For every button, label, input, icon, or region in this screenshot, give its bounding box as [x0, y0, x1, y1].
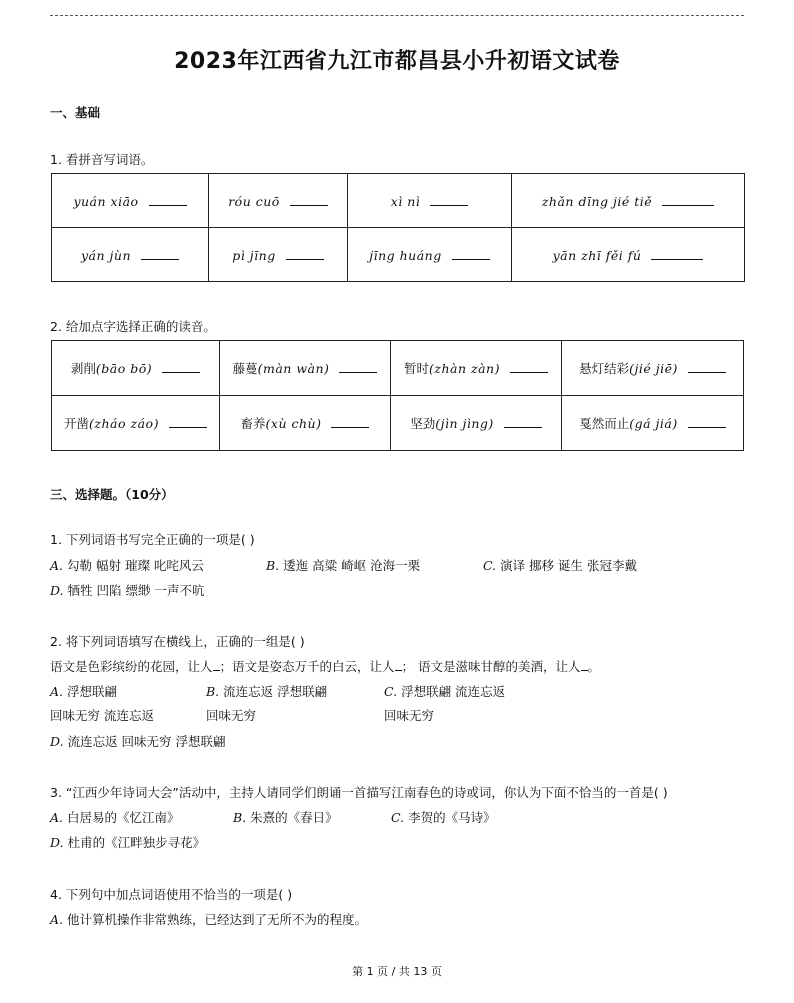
option-letter: B.: [266, 558, 280, 573]
mc2-option-b-continued: 回味无穷: [206, 708, 257, 723]
sentence-part: 语文是色彩缤纷的花园，让人: [50, 659, 213, 674]
pronunciation-cell: [220, 396, 391, 451]
option-letter: A.: [50, 558, 64, 573]
mc2-option-c[interactable]: [384, 682, 505, 700]
word-text: 畜养: [240, 416, 266, 431]
mc2-option-d[interactable]: [50, 732, 226, 750]
top-dashed-rule: [50, 15, 744, 16]
mc2-option-a[interactable]: [50, 682, 117, 700]
pronunciation-cell: [562, 341, 744, 396]
option-letter: B.: [206, 684, 220, 699]
pinyin-choices: (jié jiē): [629, 361, 678, 376]
pinyin-text: xì nì: [390, 193, 421, 209]
mc2-sentence: [50, 657, 600, 675]
answer-blank[interactable]: [688, 360, 726, 373]
option-text: 演译 挪移 诞生 张冠李戴: [500, 558, 638, 573]
word-text: 暂时: [404, 361, 430, 376]
section-heading-choice: 三、选择题。（10分）: [50, 487, 174, 502]
option-text: 杜甫的《江畔独步寻花》: [67, 835, 206, 850]
option-text: 他计算机操作非常熟练，已经达到了无所不为的程度。: [67, 912, 368, 927]
pinyin-choices: (bāo bō): [95, 361, 153, 376]
page-footer: 第 1 页 / 共 13 页: [352, 965, 442, 978]
mc3-option-c[interactable]: [391, 808, 496, 826]
mc3-option-a[interactable]: [50, 808, 180, 826]
pinyin-text: yán jùn: [80, 247, 131, 263]
option-text: 勾勒 幅射 璀璨 叱咤风云: [67, 558, 204, 573]
pinyin-cell: [348, 174, 512, 228]
fill-blank[interactable]: [395, 658, 402, 671]
option-letter: C.: [391, 810, 405, 825]
answer-blank[interactable]: [662, 193, 714, 206]
pronunciation-row: [52, 341, 744, 396]
option-text: 浮想联翩 流连忘返: [401, 684, 506, 699]
word-text: 藤蔓: [232, 361, 258, 376]
mc1-option-b[interactable]: [266, 556, 420, 574]
pinyin-choices: (zháo záo): [89, 416, 159, 431]
pinyin-cell: [348, 228, 512, 282]
pinyin-choices: (màn wàn): [257, 361, 330, 376]
fill-blank[interactable]: [581, 658, 588, 671]
mc1-prompt: 1. 下列词语书写完全正确的一项是( ): [50, 532, 255, 547]
option-text: 流连忘返 回味无穷 浮想联翩: [67, 734, 226, 749]
answer-blank[interactable]: [688, 415, 726, 428]
answer-blank[interactable]: [162, 360, 200, 373]
pronunciation-cell: [52, 396, 220, 451]
word-text: 坚劲: [410, 416, 436, 431]
pinyin-text: róu cuō: [228, 193, 280, 209]
option-letter: A.: [50, 912, 64, 927]
answer-blank[interactable]: [430, 193, 468, 206]
option-letter: C.: [384, 684, 398, 699]
mc1-option-d[interactable]: [50, 581, 204, 599]
option-letter: D.: [50, 835, 64, 850]
answer-blank[interactable]: [510, 360, 548, 373]
answer-blank[interactable]: [290, 193, 328, 206]
mc4-prompt: 4. 下列句中加点词语使用不恰当的一项是( ): [50, 887, 293, 902]
answer-blank[interactable]: [452, 247, 490, 260]
option-letter: A.: [50, 684, 64, 699]
mc1-option-a[interactable]: [50, 556, 204, 574]
pinyin-cell: [209, 174, 348, 228]
option-text: 浮想联翩: [67, 684, 118, 699]
pinyin-text: pì jīng: [232, 247, 276, 263]
pronunciation-cell: [220, 341, 391, 396]
pinyin-table: [51, 173, 745, 282]
word-text: 悬灯结彩: [579, 361, 630, 376]
mc3-option-d[interactable]: [50, 833, 205, 851]
pinyin-choices: (jìn jìng): [435, 416, 494, 431]
pronunciation-cell: [391, 396, 562, 451]
pronunciation-cell: [391, 341, 562, 396]
mc2-option-a-continued: 回味无穷 流连忘返: [50, 708, 154, 723]
option-letter: C.: [483, 558, 497, 573]
mc2-prompt: 2. 将下列词语填写在横线上，正确的一组是( ): [50, 634, 305, 649]
sentence-part: ；语文是姿态万千的白云，让人: [219, 659, 395, 674]
answer-blank[interactable]: [339, 360, 377, 373]
sentence-part: 。: [587, 659, 601, 674]
q2-prompt: 2. 给加点字选择正确的读音。: [50, 319, 216, 334]
pinyin-text: yān zhī fěi fú: [552, 247, 642, 263]
pinyin-cell: [209, 228, 348, 282]
pinyin-text: yuán xiāo: [73, 193, 139, 209]
pinyin-row: [52, 174, 745, 228]
answer-blank[interactable]: [504, 415, 542, 428]
option-letter: D.: [50, 583, 64, 598]
answer-blank[interactable]: [331, 415, 369, 428]
pinyin-choices: (xù chù): [265, 416, 322, 431]
pinyin-cell: [52, 174, 209, 228]
pinyin-cell: [512, 228, 745, 282]
pronunciation-table: [51, 340, 744, 451]
pronunciation-cell: [562, 396, 744, 451]
pinyin-cell: [52, 228, 209, 282]
word-text: 剥削: [70, 361, 96, 376]
pinyin-text: zhǎn dīng jié tiě: [541, 193, 653, 209]
option-text: 牺牲 凹陷 缥缈 一声不吭: [67, 583, 205, 598]
option-text: 白居易的《忆江南》: [67, 810, 180, 825]
option-letter: A.: [50, 810, 64, 825]
pinyin-choices: (gá jiá): [629, 416, 678, 431]
word-text: 开凿: [64, 416, 90, 431]
option-text: 李贺的《马诗》: [408, 810, 496, 825]
fill-blank[interactable]: [213, 658, 220, 671]
mc3-prompt: 3. “江西少年诗词大会”活动中，主持人请同学们朗诵一首描写江南春色的诗或词，你认为下面不恰当的一首是( ): [50, 785, 668, 800]
mc2-option-b[interactable]: [206, 682, 327, 700]
pinyin-row: [52, 228, 745, 282]
mc4-option-a[interactable]: [50, 910, 367, 928]
pinyin-text: jīng huáng: [369, 247, 442, 263]
mc1-option-c[interactable]: [483, 556, 637, 574]
answer-blank[interactable]: [149, 193, 187, 206]
answer-blank[interactable]: [141, 247, 179, 260]
option-letter: D.: [50, 734, 64, 749]
answer-blank[interactable]: [169, 415, 207, 428]
answer-blank[interactable]: [286, 247, 324, 260]
pinyin-choices: (zhàn zàn): [429, 361, 500, 376]
page-title: 2023年江西省九江市都昌县小升初语文试卷: [174, 49, 620, 74]
option-text: 朱熹的《春日》: [250, 810, 338, 825]
q1-prompt: 1. 看拼音写词语。: [50, 152, 154, 167]
pronunciation-row: [52, 396, 744, 451]
option-letter: B.: [233, 810, 247, 825]
option-text: 逶迤 高粱 崎岖 沧海一栗: [283, 558, 421, 573]
pronunciation-cell: [52, 341, 220, 396]
section-heading-basics: 一、基础: [50, 105, 101, 120]
mc2-option-c-continued: 回味无穷: [384, 708, 435, 723]
pinyin-cell: [512, 174, 745, 228]
sentence-part: ； 语文是滋味甘醇的美酒，让人: [401, 659, 581, 674]
mc3-option-b[interactable]: [233, 808, 338, 826]
answer-blank[interactable]: [651, 247, 703, 260]
word-text: 戛然而止: [579, 416, 630, 431]
option-text: 流连忘返 浮想联翩: [223, 684, 328, 699]
